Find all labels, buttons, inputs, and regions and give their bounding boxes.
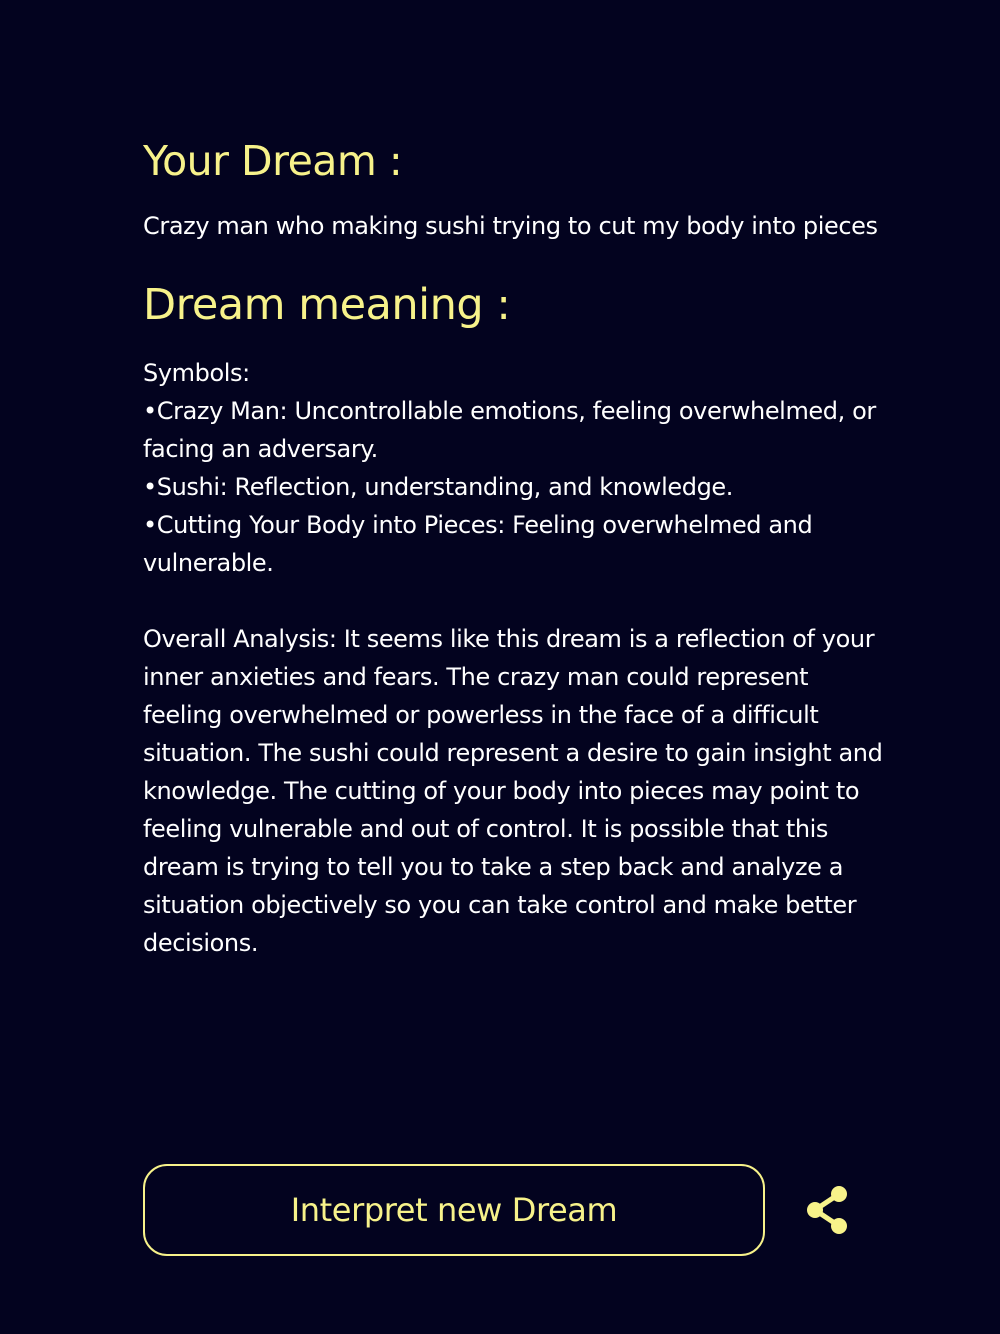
dream-meaning-heading: Dream meaning : [143, 280, 511, 330]
symbol-item: • Crazy Man: Uncontrollable emotions, feeling overwhelmed, or facing an adversary. [143, 392, 893, 468]
symbol-item: • Cutting Your Body into Pieces: Feeling overwhelmed and vulnerable. [143, 506, 893, 582]
overall-analysis: Overall Analysis: It seems like this dream is a reflection of your inner anxieties and fears. The crazy man could represent feeling overwhelmed or powerless in the face of a difficult situation. The sushi could represent a desire to gain insight and knowledge. The cutting of your body into pieces may point to feeling vulnerable and out of control. It is possible that this dream is trying to tell you to take a step back and analyze a situation objectively so you can take control and make better decisions. [143, 625, 883, 957]
symbols-list [143, 392, 893, 582]
action-bar [143, 1164, 863, 1260]
share-button[interactable] [799, 1182, 855, 1238]
dream-result-content [143, 132, 893, 962]
dream-meaning-block [143, 354, 893, 962]
dream-text: Crazy man who making sushi trying to cut my body into pieces [143, 212, 878, 240]
your-dream-heading: Your Dream : [143, 137, 403, 185]
symbols-label: Symbols: [143, 359, 250, 387]
symbol-item: • Sushi: Reflection, understanding, and knowledge. [143, 468, 893, 506]
share-icon [803, 1184, 851, 1236]
interpret-new-dream-button[interactable]: Interpret new Dream [143, 1164, 765, 1256]
